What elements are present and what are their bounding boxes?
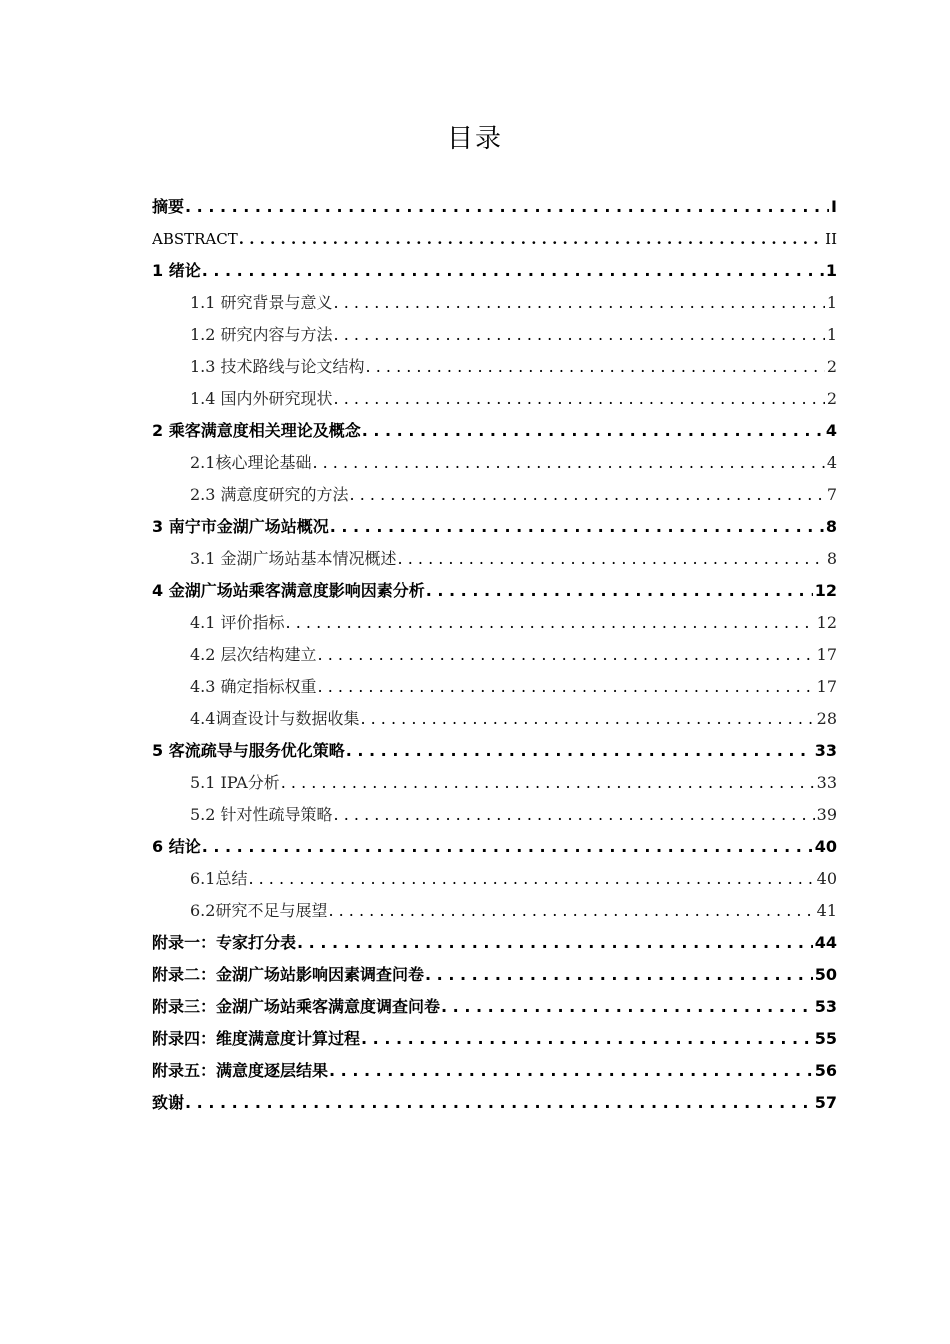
page-title: 目录 [446, 124, 503, 154]
toc-page-number: 4 [826, 453, 837, 472]
toc-dot-leader [286, 607, 815, 639]
toc-section-entry[interactable] [152, 767, 837, 799]
toc-section-entry[interactable] [152, 319, 837, 351]
toc-page-number: 50 [814, 965, 837, 984]
toc-chapter-entry[interactable] [152, 575, 837, 607]
toc-page-number: 33 [814, 741, 837, 760]
toc-dot-leader [398, 543, 825, 575]
toc-chapter-entry[interactable] [152, 1023, 837, 1055]
toc-entry-label: 2.3 满意度研究的方法 [190, 485, 349, 504]
toc-entry-label: 致谢 [152, 1093, 185, 1112]
toc-entry-label: 4.3 确定指标权重 [190, 677, 317, 696]
toc-chapter-entry[interactable] [152, 831, 837, 863]
toc-section-entry[interactable] [152, 447, 837, 479]
toc-entry-label: 2.1核心理论基础 [190, 453, 312, 472]
toc-page-number: 1 [825, 261, 837, 280]
toc-dot-leader [202, 831, 813, 863]
toc-dot-leader [334, 383, 825, 415]
toc-section-entry[interactable] [152, 895, 837, 927]
toc-entry-label: ABSTRACT [152, 230, 238, 248]
toc-dot-leader [334, 287, 825, 319]
toc-dot-leader [312, 447, 824, 479]
table-of-contents [152, 191, 837, 1119]
toc-dot-leader [334, 799, 815, 831]
toc-chapter-entry[interactable] [152, 255, 837, 287]
toc-entry-label: 5 客流疏导与服务优化策略 [152, 741, 345, 760]
toc-page-number: 39 [816, 805, 837, 824]
toc-chapter-entry[interactable] [152, 735, 837, 767]
toc-dot-leader [360, 703, 814, 735]
toc-page-number: 1 [826, 325, 837, 344]
toc-page-number: 2 [826, 389, 837, 408]
toc-dot-leader [334, 319, 825, 351]
toc-page-number: 41 [816, 901, 837, 920]
toc-entry-label: 5.2 针对性疏导策略 [190, 805, 333, 824]
toc-page-number: 40 [814, 837, 837, 856]
toc-entry-label: 附录二：金湖广场站影响因素调查问卷 [152, 965, 425, 984]
toc-dot-leader [239, 223, 823, 255]
toc-page-number: 2 [826, 357, 837, 376]
toc-entry-label: 2 乘客满意度相关理论及概念 [152, 421, 361, 440]
toc-page-number: 17 [816, 645, 837, 664]
toc-dot-leader [366, 351, 825, 383]
toc-entry-label: 6 结论 [152, 837, 201, 856]
toc-dot-leader [350, 479, 825, 511]
toc-entry-label: 1.1 研究背景与意义 [190, 293, 333, 312]
toc-dot-leader [361, 1023, 813, 1055]
toc-dot-leader [318, 671, 815, 703]
toc-chapter-entry[interactable] [152, 927, 837, 959]
toc-page-number: II [825, 230, 837, 248]
toc-section-entry[interactable] [152, 703, 837, 735]
toc-dot-leader [426, 575, 813, 607]
toc-entry-label: 4.4调查设计与数据收集 [190, 709, 360, 728]
toc-entry-label: 3.1 金湖广场站基本情况概述 [190, 549, 397, 568]
toc-section-entry[interactable] [152, 383, 837, 415]
toc-dot-leader [185, 191, 829, 223]
toc-dot-leader [202, 255, 824, 287]
toc-entry-label: 6.2研究不足与展望 [190, 901, 328, 920]
toc-entry-label: 附录一：专家打分表 [152, 933, 297, 952]
toc-page-number: 28 [816, 709, 837, 728]
toc-page-number: 1 [826, 293, 837, 312]
toc-entry-label: 附录三：金湖广场站乘客满意度调查问卷 [152, 997, 441, 1016]
toc-dot-leader [362, 415, 824, 447]
toc-dot-leader [441, 991, 813, 1023]
toc-entry-label: 1.4 国内外研究现状 [190, 389, 333, 408]
toc-page-number: 8 [826, 549, 837, 568]
toc-section-entry[interactable] [152, 639, 837, 671]
toc-page-number: 57 [814, 1093, 837, 1112]
toc-entry-label: 3 南宁市金湖广场站概况 [152, 517, 329, 536]
toc-section-entry[interactable] [152, 607, 837, 639]
toc-dot-leader [318, 639, 815, 671]
toc-entry-label: 5.1 IPA分析 [190, 773, 280, 792]
toc-chapter-entry[interactable] [152, 511, 837, 543]
toc-section-entry[interactable] [152, 479, 837, 511]
toc-section-entry[interactable] [152, 799, 837, 831]
toc-entry-label: 4.2 层次结构建立 [190, 645, 317, 664]
toc-entry-label: 附录五：满意度逐层结果 [152, 1061, 329, 1080]
toc-chapter-entry[interactable] [152, 991, 837, 1023]
toc-section-entry[interactable] [152, 671, 837, 703]
toc-section-entry[interactable] [152, 863, 837, 895]
toc-section-entry[interactable] [152, 287, 837, 319]
toc-entry-label: 6.1总结 [190, 869, 248, 888]
toc-entry-label: 摘要 [152, 197, 185, 216]
toc-page-number: 40 [816, 869, 837, 888]
toc-page-number: 8 [825, 517, 837, 536]
toc-chapter-entry[interactable] [152, 191, 837, 223]
toc-page-number: 12 [814, 581, 837, 600]
toc-page-number: 56 [814, 1061, 837, 1080]
toc-entry-label: 4.1 评价指标 [190, 613, 285, 632]
toc-section-entry[interactable] [152, 351, 837, 383]
toc-chapter-entry[interactable] [152, 1055, 837, 1087]
toc-entry-label: 1.3 技术路线与论文结构 [190, 357, 365, 376]
toc-entry-label: 1 绪论 [152, 261, 201, 280]
toc-page-number: 44 [814, 933, 837, 952]
toc-dot-leader [330, 511, 824, 543]
toc-dot-leader [185, 1087, 813, 1119]
toc-dot-leader [346, 735, 813, 767]
toc-entry-label: 4 金湖广场站乘客满意度影响因素分析 [152, 581, 425, 600]
toc-entry-label: 1.2 研究内容与方法 [190, 325, 333, 344]
toc-section-entry[interactable] [152, 543, 837, 575]
toc-page-number: 12 [816, 613, 837, 632]
toc-dot-leader [281, 767, 815, 799]
toc-page-number: 55 [814, 1029, 837, 1048]
toc-dot-leader [425, 959, 813, 991]
toc-page-number: 17 [816, 677, 837, 696]
toc-page-number: I [831, 197, 837, 216]
toc-page-number: 53 [814, 997, 837, 1016]
toc-dot-leader [297, 927, 813, 959]
toc-chapter-entry[interactable] [152, 415, 837, 447]
toc-entry-label: 附录四：维度满意度计算过程 [152, 1029, 361, 1048]
toc-page-number: 33 [816, 773, 837, 792]
toc-page-number: 4 [825, 421, 837, 440]
toc-page-number: 7 [826, 485, 837, 504]
toc-chapter-entry[interactable] [152, 223, 837, 255]
toc-dot-leader [328, 895, 814, 927]
toc-dot-leader [248, 863, 814, 895]
toc-chapter-entry[interactable] [152, 959, 837, 991]
toc-chapter-entry[interactable] [152, 1087, 837, 1119]
toc-dot-leader [329, 1055, 813, 1087]
